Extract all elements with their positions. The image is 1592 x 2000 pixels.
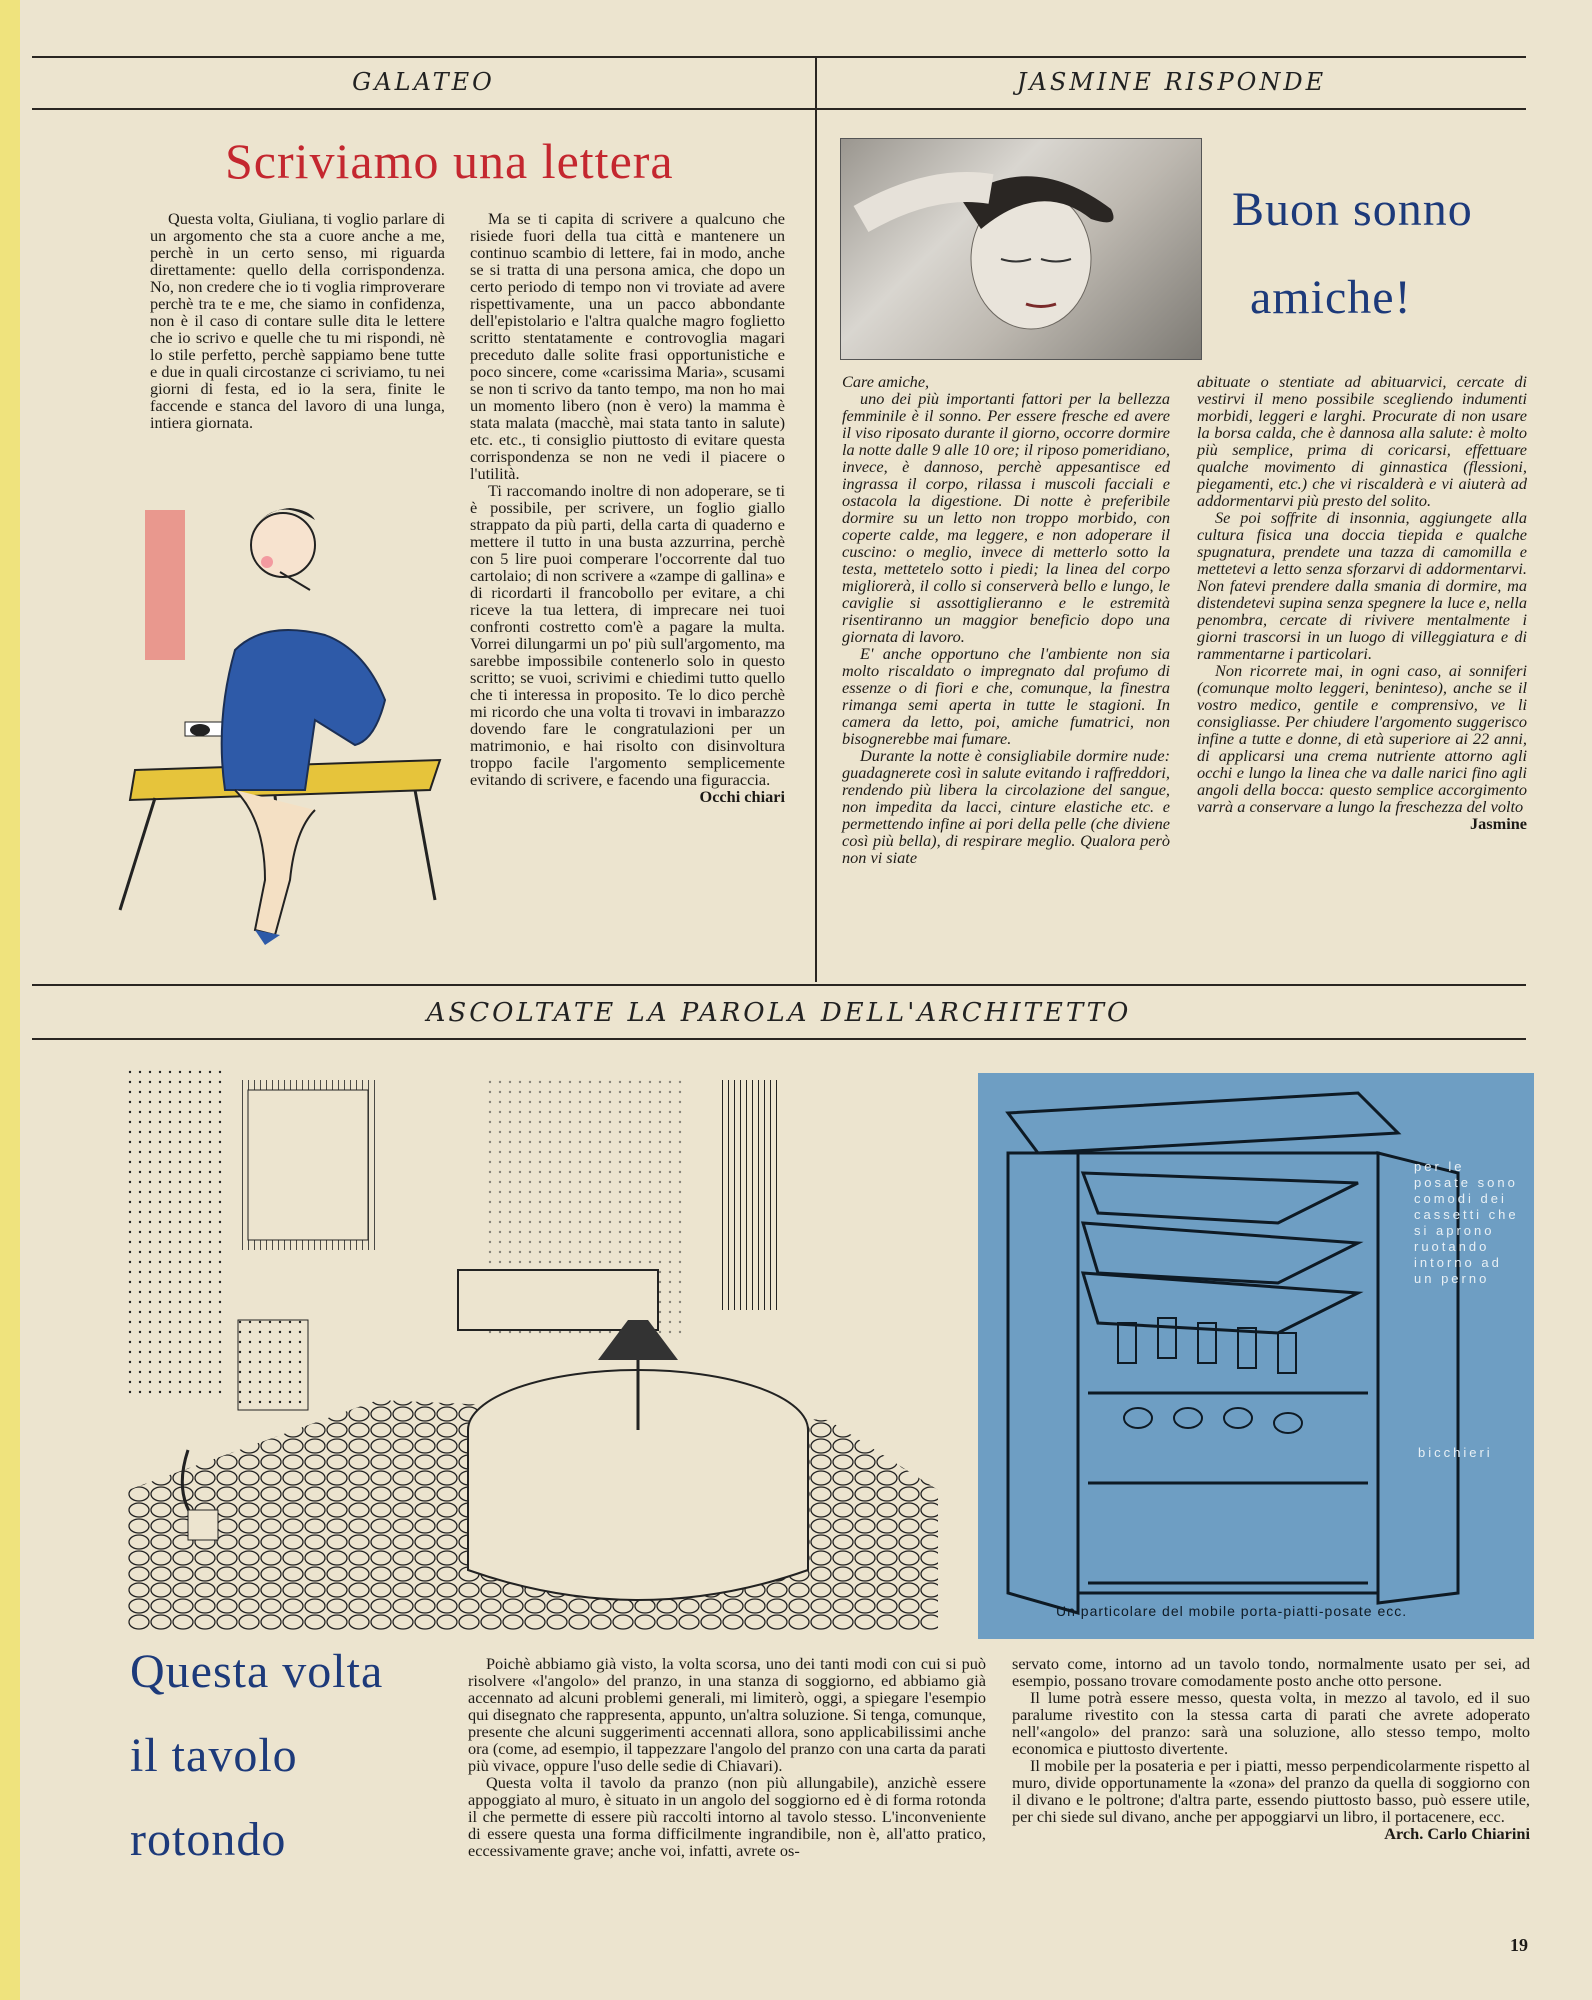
jasmine-column-1 bbox=[842, 373, 1170, 866]
sleeping-woman-image bbox=[841, 139, 1201, 359]
section-label-architetto: ASCOLTATE LA PAROLA DELL'ARCHITETTO bbox=[426, 998, 1132, 1028]
page-number: 19 bbox=[1510, 1935, 1528, 1955]
section-label-jasmine: JASMINE RISPONDE bbox=[1016, 68, 1327, 96]
article-title-galateo: Scriviamo una lettera bbox=[225, 133, 674, 189]
jasmine-signature: Jasmine bbox=[1470, 814, 1527, 833]
architetto-column-2 bbox=[1012, 1655, 1530, 1842]
article-title-jasmine-line1: Buon sonno bbox=[1232, 183, 1473, 236]
architetto-paragraph: Questa volta il tavolo da pranzo (non più allungabile), anzichè essere appoggiato al muro, è situato in un angolo del soggiorno ed è di forma rotonda il che permette di essere più raccolti intorno al tavolo stesso. L'inconveniente di essere questa una forma difficilmente ingrandibile, non è, all'atto pratico, eccessivamente grave; anche voi, infatti, avrete os- bbox=[468, 1773, 986, 1860]
sleeping-woman-photo bbox=[840, 138, 1202, 360]
cabinet-illustration-panel bbox=[978, 1073, 1534, 1639]
galateo-column-2 bbox=[470, 210, 785, 805]
section-label-galateo: GALATEO bbox=[352, 68, 495, 96]
page-edge-strip bbox=[0, 0, 20, 2000]
article-title-jasmine-line2: amiche! bbox=[1250, 271, 1412, 324]
cabinet-drawing bbox=[978, 1073, 1534, 1639]
architetto-headline bbox=[130, 1630, 430, 1882]
cabinet-caption: Un particolare del mobile porta-piatti-posate ecc. bbox=[1056, 1603, 1408, 1619]
architetto-paragraph: Il mobile per la posateria e per i piatti, messo perpendicolarmente rispetto al muro, divide opportunamente la «zona» del pranzo da quella di soggiorno con il divano e le poltrone; d'altra parte, essendo piuttosto basso, può essere utile, per chi siede sul divano, anche per appoggiarvi un libro, il portacenere, ecc. bbox=[1012, 1756, 1530, 1826]
column-divider bbox=[815, 58, 817, 982]
jasmine-paragraph: E' anche opportuno che l'ambiente non sia molto riscaldato o impregnato dal profumo di essenze o di fiori e che, comunque, la finestra rimanga semi aperta in tutte le stagioni. In camera da letto, poi, amiche fumatrici, non bisognerebbe mai fumare. bbox=[842, 644, 1170, 748]
jasmine-paragraph: Durante la notte è consigliabile dormire nude: guadagnerete così in salute evitando i raffreddori, rendendo più libera la circolazione del sangue, non impedita da lacci, cinture elastiche etc. e permettendo infine ai pori della pelle (che diviene così più bella), di respirare meglio. Qualora però non vi siate bbox=[842, 746, 1170, 867]
galateo-column-1 bbox=[150, 210, 445, 431]
top-rule bbox=[32, 56, 1526, 58]
jasmine-paragraph: Se poi soffrite di insonnia, aggiungete alla cultura fisica una doccia tiepida e qualche spugnatura, prendete una tazza di camomilla e mettetevi a letto senza sforzarvi di addormentarvi. Non fatevi prendere dalla smania di dormire, ma distendetevi supina senza spegnere la luce e, nella penombra, cercate di rivivere mentalmente i giorni trascorsi in un luogo di villeggiatura e di rammentarne i particolari. bbox=[1197, 508, 1527, 663]
galateo-paragraph: Ma se ti capita di scrivere a qualcuno che risiede fuori della tua città e mantenere un continuo scambio di lettere, fai in modo, anche se si tratta di una persona amica, che dopo un certo periodo di tempo non vi troviate ad avere rispettivamente, una un pacco abbondante dell'epistolario e l'altra qualche magro foglietto scritto stentatamente e controvoglia magari preceduto dalle solite frasi opportunistiche e poco sincere, come «carissima Maria», scusami se non ti scrivo da tanto tempo, ma non ho mai un momento libero (non è vero) la mamma è stata malata (macchè, mai stata tanto in salute) etc. etc., ti consiglio piuttosto di evitare questa corrispondenza se non ne vedi il piacere o l'utilità. bbox=[470, 209, 785, 483]
jasmine-paragraph: Non ricorrete mai, in ogni caso, ai sonniferi (comunque molto leggeri, beninteso), anche se il vostro medico, gentile e comprensivo, ve li consigliasse. Per chiudere l'argomento suggerisco infine a tutte e donne, di età superiore ai 22 anni, di applicarsi una crema nutriente attorno agli occhi e lungo la linea che va dalle narici fino agli angoli della bocca: questo semplice accorgimento varrà a conservare a lungo la freschezza del volto bbox=[1197, 661, 1527, 816]
woman-writing-illustration bbox=[115, 490, 450, 950]
galateo-paragraph: Ti raccomando inoltre di non adoperare, se ti è possibile, per scrivere, un foglio giallo strappato da più parti, della carta di quaderno e mettere il tutto in una busta azzurrina, perchè con 5 lire puoi comperare l'occorrente dal tuo cartolaio; di non scrivere a «zampe di gallina» e di ricordarti il francobollo per evitare, a chi riceve la tua lettera, di imprecare nei tuoi confronti costretto com'è a pagare la multa. Vorrei dilungarmi un po' più sull'argomento, ma sarebbe impossibile contenerlo solo in questo scritto; se vuoi, scrivimi e chiedimi tutto quello che ti interessa in proposito. Te lo dico perchè mi ricordo che una volta ti trovavi in imbarazzo dovendo fare le congratulazioni per un matrimonio, e hai risolto con disinvoltura troppo facile l'argomento semplicemente evitando di scrivere, e facendo una figuraccia. bbox=[470, 481, 785, 789]
cabinet-drawers-note: per le posate sono comodi dei cassetti che si aprono ruotando intorno ad un perno bbox=[1414, 1159, 1519, 1286]
jasmine-salutation: Care amiche, bbox=[842, 372, 930, 391]
cabinet-glasses-label: bicchieri bbox=[1418, 1445, 1493, 1460]
dining-room-illustration bbox=[128, 1070, 938, 1640]
architetto-headline-line2: il tavolo bbox=[130, 1729, 298, 1782]
architetto-paragraph: Poichè abbiamo già visto, la volta scorsa, uno dei tanti modi con cui si può risolvere «l'angolo» del pranzo, in una stanza di soggiorno, ed abbiamo già accennato ad alcuni problemi generali, mi limiterò, oggi, a spiegare l'esempio qui disegnato che rappresenta, appunto, un'altra soluzione. Si tenga, comunque, presente che alcuni suggerimenti accennati allora, sono applicabilissimi anche ora (come, ad esempio, il tappezzare l'angolo del pranzo con una carta da parati più vivace, oppure l'uso delle sedie di Chiavari). bbox=[468, 1654, 986, 1775]
architetto-signature: Arch. Carlo Chiarini bbox=[1384, 1824, 1530, 1843]
architetto-top-rule bbox=[32, 984, 1526, 986]
architetto-paragraph: Il lume potrà essere messo, questa volta, in mezzo al tavolo, ed il suo paralume rivestito con la stessa carta di parati che avrete adoperato nell'«angolo» del pranzo: sarà una soluzione, allo stesso tempo, molto economica e piuttosto divertente. bbox=[1012, 1688, 1530, 1758]
architetto-headline-line1: Questa volta bbox=[130, 1645, 384, 1698]
architetto-headline-line3: rotondo bbox=[130, 1813, 287, 1866]
jasmine-column-2 bbox=[1197, 373, 1527, 832]
header-rule bbox=[32, 108, 1526, 110]
galateo-paragraph: Questa volta, Giuliana, ti voglio parlare di un argomento che sta a cuore anche a me, perchè in un certo senso, mi riguarda direttamente: quello della corrispondenza. No, non credere che io ti voglia rimproverare perchè tra te e me, che siamo in confidenza, non è il caso di contare sulle dita le lettere che io scrivo e quelle che tu mi rispondi, nè lo stile perfetto, perchè sappiamo bene tutte e due in quali circostanze ci scriviamo, tu nei giorni di festa, ed io la sera, finite le faccende e stanca del lavoro di una lunga, intiera giornata. bbox=[150, 209, 445, 432]
galateo-signature: Occhi chiari bbox=[699, 787, 785, 806]
architetto-paragraph: servato come, intorno ad un tavolo tondo, normalmente usato per sei, ad esempio, possano trovare comodamente posto anche otto persone. bbox=[1012, 1654, 1530, 1690]
jasmine-paragraph: abituate o stentiate ad abituarvici, cercate di vestirvi il meno possibile scegliendo indumenti morbidi, leggeri e larghi. Procurate di non usare la borsa calda, che è dannosa alla salute: è molto più semplice, prima di coricarsi, effettuare qualche movimento di ginnastica (flessioni, piegamenti, etc.) che vi riscalderà e vi aiuterà ad addormentarvi più presto del solito. bbox=[1197, 372, 1527, 510]
jasmine-paragraph: uno dei più importanti fattori per la bellezza femminile è il sonno. Per essere fresche ed avere il viso riposato durante il giorno, occorre dormire la notte dalle 9 alle 10 ore; il riposo pomeridiano, invece, è dannoso, perchè appesantisce ed ingrassa il corpo, rilassa i muscoli facciali e ostacola la digestione. Di notte è preferibile dormire su un letto non troppo morbido, con coperte calde, ma leggere, e non adoperare il cuscino: o meglio, invece di metterlo sotto la testa, mettetelo sotto i piedi; la linea del corpo migliorerà, il collo si conserverà bello e lungo, le caviglie si assottiglieranno e le estremità risentiranno un maggior beneficio dopo una giornata di lavoro. bbox=[842, 389, 1170, 646]
architetto-header-rule bbox=[32, 1038, 1526, 1040]
architetto-column-1 bbox=[468, 1655, 986, 1859]
